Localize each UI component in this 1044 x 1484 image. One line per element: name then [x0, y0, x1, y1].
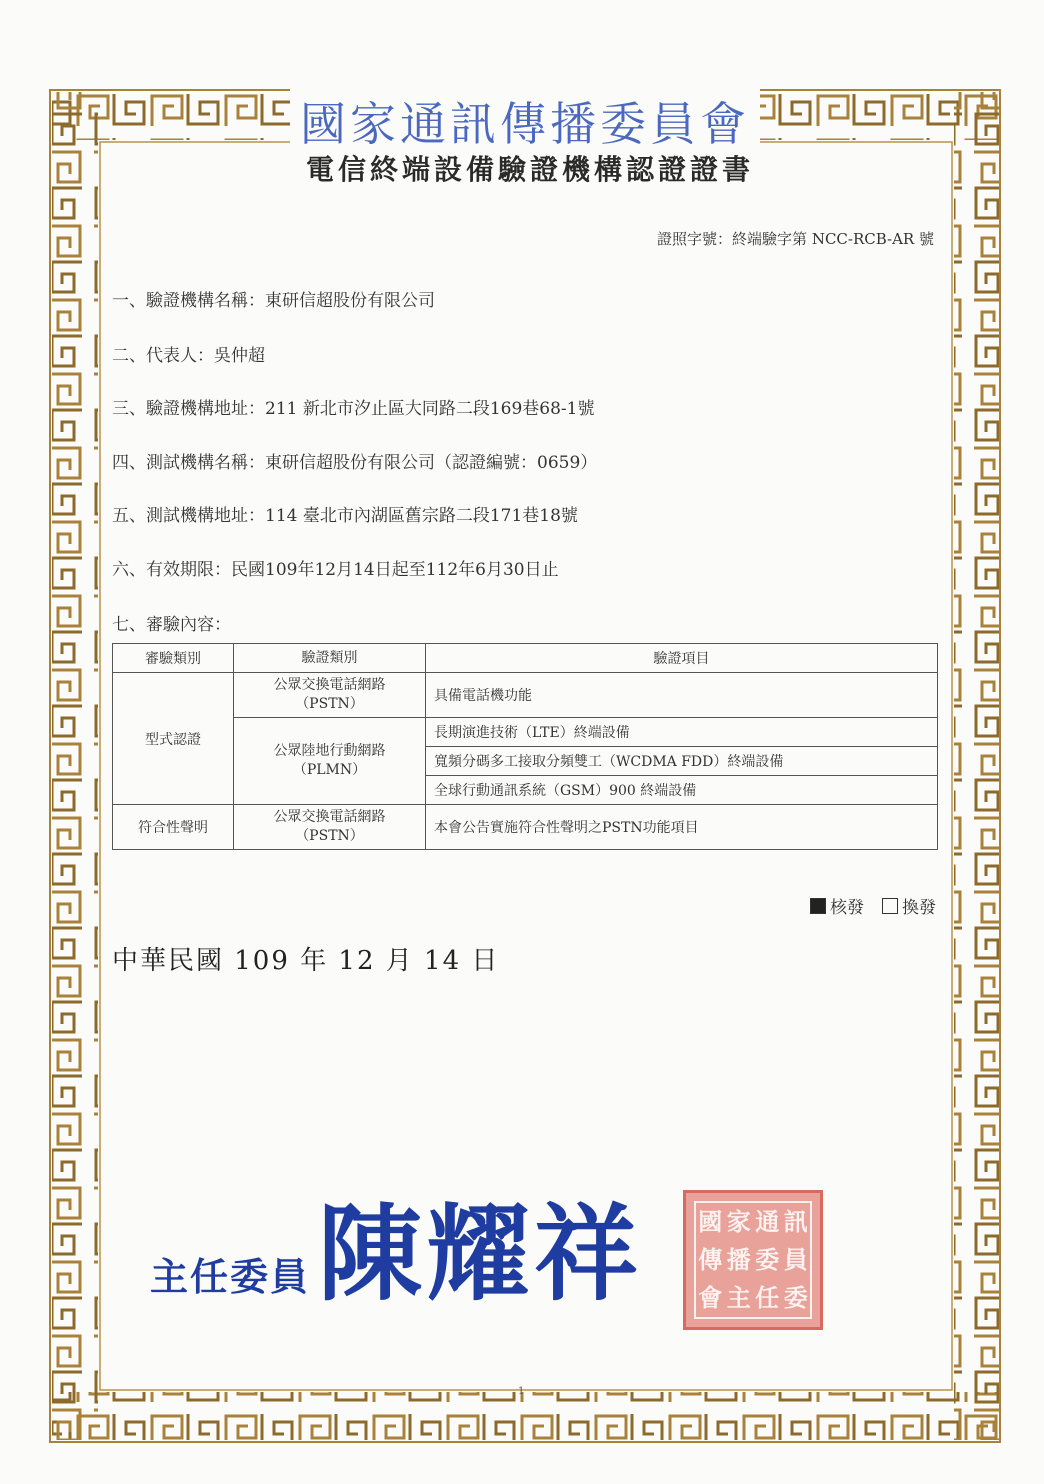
- item-validity-period: 六、有效期限：民國109年12月14日起至112年6月30日止: [112, 560, 559, 580]
- item-test-lab-address: 五、測試機構地址：114 臺北市內湖區舊宗路二段171巷18號: [112, 506, 578, 526]
- cert-item: 具備電話機功能: [426, 673, 938, 718]
- reissue-checkbox: [882, 898, 898, 914]
- table-header-row: [113, 644, 938, 673]
- category-type-approval: 型式認證: [113, 673, 234, 805]
- cert-item: 寬頻分碼多工接取分頻雙工（WCDMA FDD）終端設備: [426, 747, 938, 776]
- cert-category-pstn: 公眾交換電話網路 （PSTN）: [234, 673, 426, 718]
- table-row: [113, 718, 938, 747]
- new-issue-label: 核發: [830, 898, 864, 918]
- item-review-scope: 七、審驗內容：: [112, 615, 231, 635]
- signature: [150, 1170, 642, 1320]
- agency-title: 國家通訊傳播委員會: [290, 88, 760, 154]
- review-scope-table: [112, 643, 938, 850]
- category-declaration-of-conformity: 符合性聲明: [113, 805, 234, 850]
- official-seal: [683, 1190, 823, 1330]
- new-issue-checkbox: [810, 898, 826, 914]
- item-representative: 二、代表人：吳仲超: [112, 346, 265, 366]
- header-review-category: 審驗類別: [113, 644, 234, 673]
- issue-type-selector: [810, 893, 936, 918]
- item-cert-body-name: 一、驗證機構名稱：東研信超股份有限公司: [112, 291, 435, 311]
- page-number: 1: [518, 1386, 525, 1397]
- table-row: [113, 673, 938, 718]
- signatory-title: 主任委員: [150, 1254, 311, 1299]
- cert-item: 全球行動通訊系統（GSM）900 終端設備: [426, 776, 938, 805]
- issue-date: 中華民國 109 年 12 月 14 日: [112, 946, 500, 976]
- cert-item: 長期演進技術（LTE）終端設備: [426, 718, 938, 747]
- item-cert-body-address: 三、驗證機構地址：211 新北市汐止區大同路二段169巷68-1號: [112, 399, 595, 419]
- reissue-label: 換發: [902, 898, 936, 918]
- cert-item: 本會公告實施符合性聲明之PSTN功能項目: [426, 805, 938, 850]
- cert-category-pstn: 公眾交換電話網路 （PSTN）: [234, 805, 426, 850]
- seal-text: 國 家 通 訊 傳 播 委 員 會 主 任 委: [694, 1201, 812, 1319]
- item-test-lab-name: 四、測試機構名稱：東研信超股份有限公司（認證編號：0659）: [112, 453, 598, 473]
- header-cert-category: 驗證類別: [234, 644, 426, 673]
- certificate-title: 電信終端設備驗證機構認證證書: [305, 153, 754, 186]
- header-cert-item: 驗證項目: [426, 644, 938, 673]
- certificate-number: 證照字號：終端驗字第 NCC-RCB-AR 號: [657, 230, 934, 248]
- table-row: [113, 805, 938, 850]
- signatory-name: 陳耀祥: [318, 1192, 643, 1315]
- cert-category-plmn: 公眾陸地行動網路 （PLMN）: [234, 718, 426, 805]
